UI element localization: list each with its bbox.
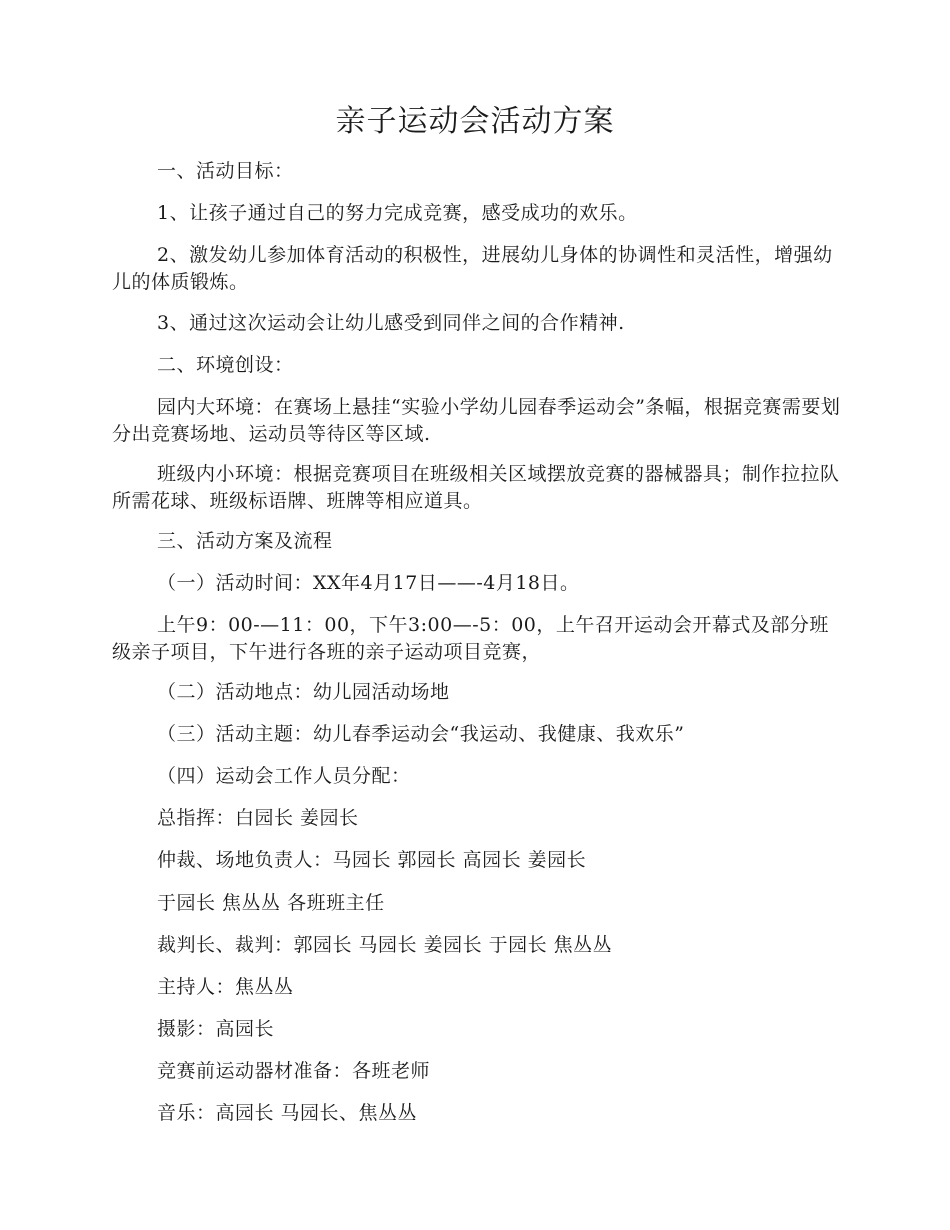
staff-referees: 裁判长、裁判：郭园长 马园长 姜园长 于园长 焦丛丛 <box>157 934 613 956</box>
activity-location: （二）活动地点：幼儿园活动场地 <box>157 681 450 703</box>
goal-item-2: 2、激发幼儿参加体育活动的积极性，进展幼儿身体的协调性和灵活性，增强幼儿的体质锻炼。 <box>112 244 833 293</box>
staff-equipment: 竞赛前运动器材准备：各班老师 <box>157 1060 431 1082</box>
goal-item-1: 1、让孩子通过自己的努力完成竞赛，感受成功的欢乐。 <box>157 202 638 224</box>
staff-host: 主持人：焦丛丛 <box>157 976 294 998</box>
staff-music: 音乐：高园长 马园长、焦丛丛 <box>157 1102 418 1124</box>
staff-arbitration: 仲裁、场地负责人：马园长 郭园长 高园长 姜园长 <box>157 849 587 871</box>
section-heading-plan: 三、活动方案及流程 <box>157 530 333 552</box>
staff-heading: （四）运动会工作人员分配： <box>157 765 411 787</box>
section-heading-environment: 二、环境创设： <box>157 354 294 376</box>
environment-classroom: 班级内小环境：根据竞赛项目在班级相关区域摆放竞赛的器械器具；制作拉拉队所需花球、班级标语牌、班牌等相应道具。 <box>112 463 840 512</box>
document-title: 亲子运动会活动方案 <box>335 104 615 139</box>
staff-arbitration-continued: 于园长 焦丛丛 各班班主任 <box>157 892 385 914</box>
staff-photography: 摄影：高园长 <box>157 1018 275 1040</box>
activity-theme: （三）活动主题：幼儿春季运动会“我运动、我健康、我欢乐” <box>157 723 685 745</box>
environment-outdoor: 园内大环境：在赛场上悬挂“实验小学幼儿园春季运动会”条幅，根据竞赛需要划分出竞赛场地、运动员等待区等区域. <box>112 396 841 445</box>
staff-commander: 总指挥：白园长 姜园长 <box>157 807 359 829</box>
activity-schedule: 上午9：00-—11：00，下午3:00—-5：00，上午召开运动会开幕式及部分班级亲子项目，下午进行各班的亲子运动项目竞赛， <box>112 614 829 663</box>
activity-time: （一）活动时间：XX年4月17日——-4月18日。 <box>157 572 580 594</box>
goal-item-3: 3、通过这次运动会让幼儿感受到同伴之间的合作精神. <box>157 312 625 334</box>
section-heading-goals: 一、活动目标： <box>157 160 294 182</box>
